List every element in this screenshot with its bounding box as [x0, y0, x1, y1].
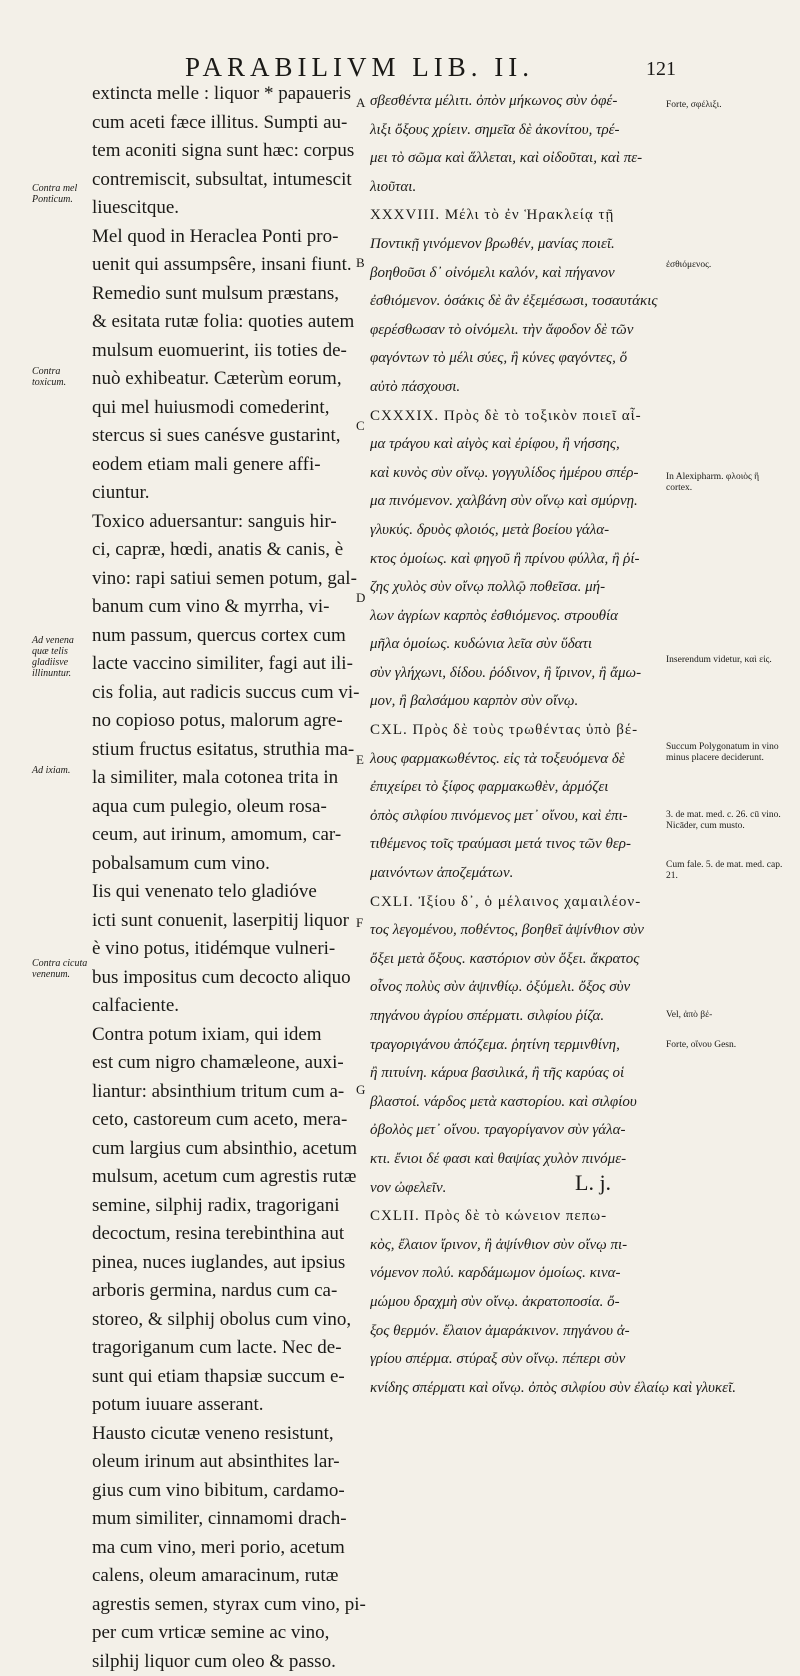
section-letter-e: E: [356, 752, 364, 768]
greek-line: ὀβολὸς μετ᾽ οἴνου. τραγορίγανον σὺν γάλα-: [370, 1116, 662, 1145]
page-number: 121: [646, 58, 676, 81]
section-letter-c: C: [356, 418, 365, 434]
latin-line: nuò exhibeatur. Cæterùm eorum,: [92, 365, 350, 394]
greek-line: λους φαρμακωθέντος. εἰς τὰ τοξευόμενα δὲ: [370, 745, 662, 774]
greek-line: γλυκύς. δρυὸς φλοιός, μετὰ βοείου γάλα-: [370, 516, 662, 545]
latin-line: ceum, aut irinum, amomum, car-: [92, 821, 350, 850]
greek-line: ζης χυλὸς σὺν οἴνῳ πολλῷ ποθεῖσα. μή-: [370, 573, 662, 602]
latin-line: per cum vrticæ semine ac vino,: [92, 1619, 350, 1648]
margin-note-right: Vel, ἀπὸ βέ-: [666, 1010, 786, 1021]
latin-line: è vino potus, itidémque vulneri-: [92, 935, 350, 964]
greek-line: φερέσθωσαν τὸ οἰνόμελι. τὴν ἄφοδον δὲ τῶν: [370, 316, 662, 345]
section-letter-f: F: [356, 915, 363, 931]
latin-line: semine, silphij radix, tragorigani: [92, 1192, 350, 1221]
greek-line: λων ἀγρίων καρπὸς ἐσθιόμενος. στρουθία: [370, 602, 662, 631]
signature-mark: L. j.: [575, 1170, 611, 1196]
latin-line: qui mel huiusmodi comederint,: [92, 394, 350, 423]
latin-line: banum cum vino & myrrha, vi-: [92, 593, 350, 622]
section-letter-a: A: [356, 95, 365, 111]
greek-line: φαγόντων τὸ μέλι σύες, ἢ κύνες φαγόντες, ὅ: [370, 344, 662, 373]
greek-line: κὸς, ἔλαιον ἴρινον, ἢ ἀψίνθιον σὺν οἴνῳ πι-: [370, 1231, 662, 1260]
latin-line: tem aconiti signa sunt hæc: corpus: [92, 137, 350, 166]
latin-line: ceto, castoreum cum aceto, mera-: [92, 1106, 350, 1135]
latin-line: Toxico aduersantur: sanguis hir-: [92, 508, 350, 537]
greek-line: τος λεγομένου, ποθέντος, βοηθεῖ ἀψίνθιον σὺν: [370, 916, 662, 945]
margin-note-left: Contra cicuta venenum.: [32, 958, 92, 980]
margin-note-left: Ad venena quæ telis gladiisve illinuntur.: [32, 635, 92, 679]
margin-note-right: Cum fale. 5. de mat. med. cap. 21.: [666, 860, 786, 882]
greek-line: σὺν γλήχωνι, δίδου. ῥόδινον, ἢ ἴρινον, ἢ ἄμω-: [370, 659, 662, 688]
latin-line: tragoriganum cum lacte. Nec de-: [92, 1334, 350, 1363]
margin-note-right: In Alexipharm. φλοιὸς ἢ cortex.: [666, 472, 786, 494]
latin-line: mulsum euomuerint, iis toties de-: [92, 337, 350, 366]
greek-line: αὐτὸ πάσχουσι.: [370, 373, 662, 402]
margin-note-right: Inserendum videtur, καὶ εἰς.: [666, 655, 786, 666]
running-head: PARABILIVM LIB. II.: [185, 52, 555, 83]
latin-line: calens, oleum amaracinum, rutæ: [92, 1562, 350, 1591]
greek-line: καὶ κυνὸς σὺν οἴνῳ. γογγυλίδος ἡμέρου σπέρ-: [370, 459, 662, 488]
latin-line: potum iuuare asserant.: [92, 1391, 350, 1420]
latin-line: bus impositus cum decocto aliquo: [92, 964, 350, 993]
latin-line: ciuntur.: [92, 479, 350, 508]
greek-chapter-heading: CXL. Πρὸς δὲ τοὺς τρωθέντας ὑπὸ βέ-: [370, 716, 662, 745]
greek-line: βοηθοῦσι δ᾽ οἰνόμελι καλόν, καὶ πήγανον: [370, 259, 662, 288]
greek-line: ἢ πιτυίνη. κάρυα βασιλικά, ἢ τῆς καρύας οἱ: [370, 1059, 662, 1088]
latin-line: storeo, & silphij obolus cum vino,: [92, 1306, 350, 1335]
greek-line: βλαστοί. νάρδος μετὰ καστορίου. καὶ σιλφίου: [370, 1088, 662, 1117]
latin-line: cum largius cum absinthio, acetum: [92, 1135, 350, 1164]
latin-line: cis folia, aut radicis succus cum vi-: [92, 679, 350, 708]
greek-line: πηγάνου ἀγρίου σπέρματι. σιλφίου ῥίζα.: [370, 1002, 662, 1031]
latin-line: oleum irinum aut absinthites lar-: [92, 1448, 350, 1477]
latin-line: num passum, quercus cortex cum: [92, 622, 350, 651]
margin-note-right: 3. de mat. med. c. 26. cū vino. Nicāder, cum musto.: [666, 810, 786, 832]
latin-line: Mel quod in Heraclea Ponti pro-: [92, 223, 350, 252]
greek-line: οἶνος πολὺς σὺν ἀψινθίῳ. ὀξύμελι. ὄξος σὺν: [370, 973, 662, 1002]
latin-line: ma cum vino, meri porio, acetum: [92, 1534, 350, 1563]
latin-line: mulsum, acetum cum agrestis rutæ: [92, 1163, 350, 1192]
greek-line: ἐσθιόμενον. ὁσάκις δὲ ἂν ἐξεμέσωσι, τοσαυτάκις: [370, 287, 662, 316]
section-letter-d: D: [356, 590, 365, 606]
latin-line: vino: rapi satiui semen potum, gal-: [92, 565, 350, 594]
margin-note-left: Contra toxicum.: [32, 366, 92, 388]
latin-line: sunt qui etiam thapsiæ succum e-: [92, 1363, 350, 1392]
greek-line: ξος θερμόν. ἔλαιον ἀμαράκινον. πηγάνου ἀ-: [370, 1317, 662, 1346]
latin-line: Remedio sunt mulsum præstans,: [92, 280, 350, 309]
greek-chapter-heading: CXXXIX. Πρὸς δὲ τὸ τοξικὸν ποιεῖ αἷ-: [370, 402, 662, 431]
latin-line: pinea, nuces iuglandes, aut ipsius: [92, 1249, 350, 1278]
latin-line: Contra potum ixiam, qui idem: [92, 1021, 350, 1050]
latin-line: Iis qui venenato telo gladióve: [92, 878, 350, 907]
latin-line: decoctum, resina terebinthina aut: [92, 1220, 350, 1249]
greek-line: τιθέμενος τοῖς τραύμασι μετά τινος τῶν θερ-: [370, 830, 662, 859]
greek-chapter-heading: CXLII. Πρὸς δὲ τὸ κώνειον πεπω-: [370, 1202, 662, 1231]
latin-line: pobalsamum cum vino.: [92, 850, 350, 879]
greek-line: ὀπὸς σιλφίου πινόμενος μετ᾽ οἴνου, καὶ ἐπι-: [370, 802, 662, 831]
latin-line: liantur: absinthium tritum cum a-: [92, 1078, 350, 1107]
margin-note-left: Contra mel Ponticum.: [32, 183, 92, 205]
greek-line: κτι. ἔνιοι δέ φασι καὶ θαψίας χυλὸν πινόμε-: [370, 1145, 662, 1174]
greek-line: μώμου δραχμὴ σὺν οἴνῳ. ἀκρατοποσία. ὄ-: [370, 1288, 662, 1317]
greek-line: νόμενον πολύ. καρδάμωμον ὁμοίως. κινα-: [370, 1259, 662, 1288]
greek-line: μον, ἢ βαλσάμου καρπὸν σὺν οἴνῳ.: [370, 687, 662, 716]
greek-line: μα τράγου καὶ αἰγὸς καὶ ἐρίφου, ἢ νήσσης,: [370, 430, 662, 459]
latin-line: cum aceti fæce illitus. Sumpti au-: [92, 109, 350, 138]
greek-line: νον ὠφελεῖν.: [370, 1174, 662, 1203]
greek-line: λιοῦται.: [370, 173, 662, 202]
greek-chapter-heading: XXXVIII. Μέλι τὸ ἐν Ἡρακλείᾳ τῇ: [370, 201, 662, 230]
latin-line: no copioso potus, malorum agre-: [92, 707, 350, 736]
margin-note-left: Ad ixiam.: [32, 765, 92, 776]
greek-line: τραγοριγάνου ἀπόζεμα. ῥητίνη τερμινθίνη,: [370, 1031, 662, 1060]
greek-line: γρίου σπέρμα. στύραξ σὺν οἴνῳ. πέπερι σὺν: [370, 1345, 662, 1374]
greek-chapter-heading: CXLI. Ἰξίου δ᾽, ὁ μέλαινος χαμαιλέον-: [370, 888, 662, 917]
latin-line: liuescitque.: [92, 194, 350, 223]
margin-note-right: Forte, οἴνου Gesn.: [666, 1040, 786, 1051]
latin-line: arboris germina, nardus cum ca-: [92, 1277, 350, 1306]
latin-line: gius cum vino bibitum, cardamo-: [92, 1477, 350, 1506]
section-letter-b: B: [356, 255, 365, 271]
greek-column: [370, 87, 662, 1402]
latin-line: aqua cum pulegio, oleum rosa-: [92, 793, 350, 822]
latin-line: la similiter, mala cotonea trita in: [92, 764, 350, 793]
latin-line: Hausto cicutæ veneno resistunt,: [92, 1420, 350, 1449]
margin-note-right: Succum Polygonatum in vino minus placere deciderunt.: [666, 742, 786, 764]
greek-line: μα πινόμενον. χαλβάνη σὺν οἴνῳ καὶ σμύρνῃ.: [370, 487, 662, 516]
latin-line: extincta melle : liquor * papaueris: [92, 80, 350, 109]
greek-line: μῆλα ὁμοίως. κυδώνια λεῖα σὺν ὕδατι: [370, 630, 662, 659]
margin-note-right: Forte, σφέλιξι.: [666, 100, 786, 111]
greek-line: κνίδης σπέρματι καὶ οἴνῳ. ὀπὸς σιλφίου σὺν ἐλαίῳ καὶ γλυκεῖ.: [370, 1374, 662, 1403]
latin-column: [92, 80, 350, 1676]
greek-line: μει τὸ σῶμα καὶ ἅλλεται, καὶ οἰδοῦται, καὶ πε-: [370, 144, 662, 173]
latin-line: ci, capræ, hœdi, anatis & canis, è: [92, 536, 350, 565]
latin-line: calfaciente.: [92, 992, 350, 1021]
latin-line: stium fructus esitatus, struthia ma-: [92, 736, 350, 765]
section-letter-g: G: [356, 1082, 365, 1098]
latin-line: stercus si sues canésve gustarint,: [92, 422, 350, 451]
greek-line: μαινόντων ἀποζεμάτων.: [370, 859, 662, 888]
margin-note-right: ἐσθιόμενος.: [666, 260, 786, 271]
latin-line: silphij liquor cum oleo & passo.: [92, 1648, 350, 1676]
latin-line: icti sunt conuenit, laserpitij liquor: [92, 907, 350, 936]
latin-line: & esitata rutæ folia: quoties autem: [92, 308, 350, 337]
greek-line: ὄξει μετὰ ὄξους. καστόριον σὺν ὄξει. ἄκρατος: [370, 945, 662, 974]
greek-line: λιξι ὄξους χρίειν. σημεῖα δὲ ἀκονίτου, τρέ-: [370, 116, 662, 145]
latin-line: mum similiter, cinnamomi drach-: [92, 1505, 350, 1534]
greek-line: ἐπιχείρει τὸ ξίφος φαρμακωθὲν, ἁρμόζει: [370, 773, 662, 802]
latin-line: agrestis semen, styrax cum vino, pi-: [92, 1591, 350, 1620]
latin-line: eodem etiam mali genere affi-: [92, 451, 350, 480]
latin-line: est cum nigro chamæleone, auxi-: [92, 1049, 350, 1078]
greek-line: σβεσθέντα μέλιτι. ὀπὸν μήκωνος σὺν ὀφέ-: [370, 87, 662, 116]
greek-line: κτος ὁμοίως. καὶ φηγοῦ ἢ πρίνου φύλλα, ἢ ῥί-: [370, 545, 662, 574]
latin-line: lacte vaccino similiter, fagi aut ili-: [92, 650, 350, 679]
latin-line: contremiscit, subsultat, intumescit: [92, 166, 350, 195]
latin-line: uenit qui assumpsêre, insani fiunt.: [92, 251, 350, 280]
greek-line: Ποντικῇ γινόμενον βρωθέν, μανίας ποιεῖ.: [370, 230, 662, 259]
